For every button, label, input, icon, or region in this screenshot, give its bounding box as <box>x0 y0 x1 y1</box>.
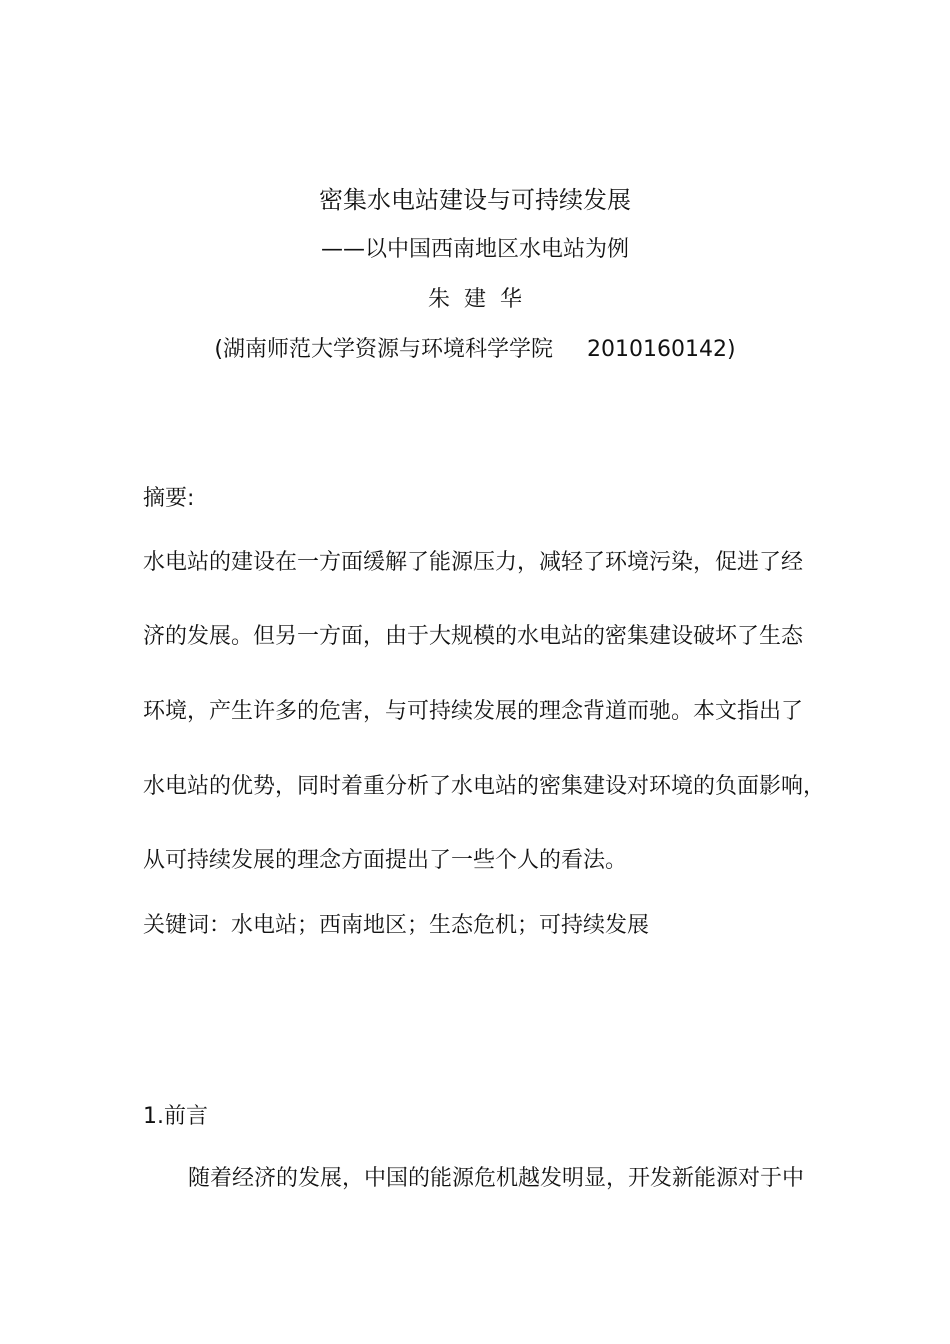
student-id: 2010160142) <box>587 337 736 362</box>
abstract-line: 水电站的优势，同时着重分析了水电站的密集建设对环境的负面影响， <box>143 774 826 799</box>
keywords-line: 关键词：水电站；西南地区；生态危机；可持续发展 <box>143 913 650 938</box>
abstract-line: 济的发展。但另一方面，由于大规模的水电站的密集建设破坏了生态 <box>143 624 804 649</box>
section-heading: 1.前言 <box>143 1104 208 1129</box>
author-name: 朱建华 <box>427 287 536 312</box>
abstract-label: 摘要: <box>143 486 195 511</box>
abstract-line: 水电站的建设在一方面缓解了能源压力，减轻了环境污染，促进了经 <box>143 550 804 575</box>
document-title: 密集水电站建设与可持续发展 <box>319 186 631 214</box>
affiliation: (湖南师范大学资源与环境科学学院 <box>214 337 554 362</box>
section-paragraph: 随着经济的发展，中国的能源危机越发明显，开发新能源对于中 <box>188 1166 805 1191</box>
abstract-line: 从可持续发展的理念方面提出了一些个人的看法。 <box>143 848 628 873</box>
abstract-line: 环境，产生许多的危害，与可持续发展的理念背道而驰。本文指出了 <box>143 699 804 724</box>
document-subtitle: ——以中国西南地区水电站为例 <box>320 237 629 262</box>
affiliation-line <box>0 335 950 365</box>
